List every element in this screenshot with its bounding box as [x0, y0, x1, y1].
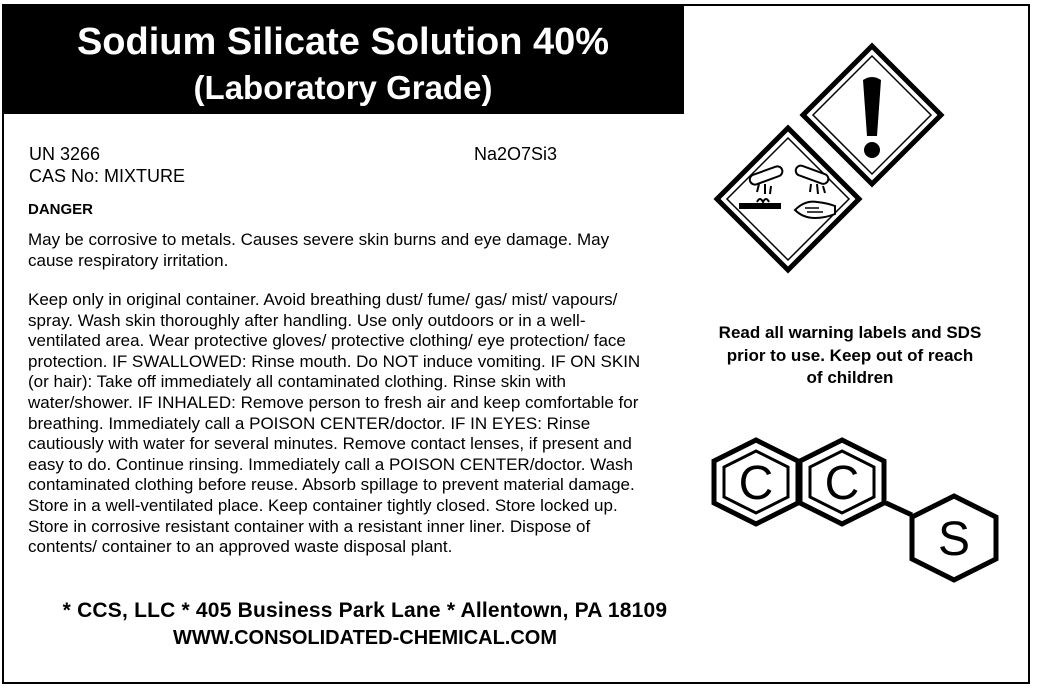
logo-letter-s: S — [937, 513, 971, 566]
cas-number: CAS No: MIXTURE — [29, 166, 186, 186]
warning-note: Read all warning labels and SDS prior to use. Keep out of reach of children — [718, 323, 982, 387]
chemical-formula: Na2O7Si3 — [474, 144, 558, 164]
company-website: WWW.CONSOLIDATED-CHEMICAL.COM — [172, 627, 558, 649]
ccs-logo — [700, 430, 1010, 590]
precautionary-statements: Keep only in original container. Avoid breathing dust/ fume/ gas/ mist/ vapours/ spray. Wash skin thoroughly after handling. Use only outdoors or in a well-ventilated area. Wear protective gloves/ protective clothing/ eye protection/ face protection. IF SWALLOWED: Rinse mouth. Do NOT induce vomiting. IF ON SKIN (or hair): Take off immediately all contaminated clothing. Rinse skin with water/shower. IF INHALED: Remove person to fresh air and keep comfortable for breathing. Immediately call a POISON CENTER/doctor. IF IN EYES: Rinse cautiously with water for several minutes. Remove contact lenses, if present and easy to do. Continue rinsing. Immediately call a POISON CENTER/doctor. Wash contaminated clothing before reuse. Absorb spillage to prevent material damage. Store in a well-ventilated place. Keep container tightly closed. Store locked up. Store in corrosive resistant container with a resistant inner liner. Dispose of contents/ container to an approved waste disposal plant. — [28, 290, 641, 557]
title-banner — [2, 4, 684, 114]
logo-letter-c2: C — [824, 457, 860, 510]
product-title: Sodium Silicate Solution 40% — [76, 21, 610, 63]
product-grade: (Laboratory Grade) — [193, 69, 493, 106]
un-number: UN 3266 — [29, 144, 101, 164]
signal-word: DANGER — [28, 201, 94, 218]
company-address: * CCS, LLC * 405 Business Park Lane * Allentown, PA 18109 — [62, 599, 668, 622]
hazard-statements: May be corrosive to metals. Causes severe skin burns and eye damage. May cause respiratory irritation. — [28, 230, 610, 270]
corrosion-icon — [715, 126, 861, 272]
logo-letter-c1: C — [738, 457, 774, 510]
